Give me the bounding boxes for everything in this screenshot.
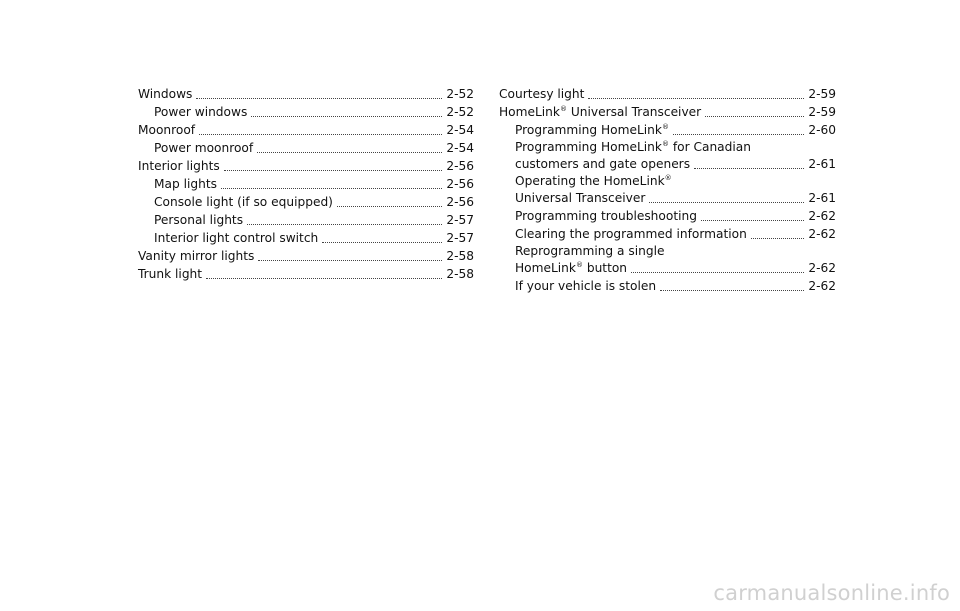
toc-entry-programming-troubleshooting[interactable]: Programming troubleshooting 2-62 [515, 209, 836, 223]
toc-entry-vehicle-stolen[interactable]: If your vehicle is stolen 2-62 [515, 279, 836, 293]
toc-right-column [499, 85, 836, 295]
toc-entry-programming-homelink[interactable]: Programming HomeLink® 2-60 [515, 123, 836, 137]
toc-entry-reprogramming-homelink-button[interactable]: Reprogramming a single HomeLink® button 2-62 [515, 244, 836, 275]
toc-entry-console-light[interactable]: Console light (if so equipped) 2-56 [154, 195, 474, 209]
toc-entry-courtesy-light[interactable]: Courtesy light 2-59 [499, 87, 836, 101]
toc-entry-operating-homelink[interactable]: Operating the HomeLink® Universal Transceiver 2-61 [515, 174, 836, 205]
toc-entry-interior-lights[interactable]: Interior lights 2-56 [138, 159, 474, 173]
toc-entry-homelink-universal-transceiver[interactable]: HomeLink® Universal Transceiver 2-59 [499, 105, 836, 119]
toc-entry-programming-homelink-canadian[interactable]: Programming HomeLink® for Canadian customers and gate openers 2-61 [515, 140, 836, 171]
toc-entry-windows[interactable]: Windows 2-52 [138, 87, 474, 101]
toc-entry-map-lights[interactable]: Map lights 2-56 [154, 177, 474, 191]
toc-entry-personal-lights[interactable]: Personal lights 2-57 [154, 213, 474, 227]
toc-entry-clearing-programmed-information[interactable]: Clearing the programmed information 2-62 [515, 227, 836, 241]
toc-entry-vanity-mirror-lights[interactable]: Vanity mirror lights 2-58 [138, 249, 474, 263]
toc-entry-power-windows[interactable]: Power windows 2-52 [154, 105, 474, 119]
toc-entry-power-moonroof[interactable]: Power moonroof 2-54 [154, 141, 474, 155]
watermark: carmanualsonline.info [713, 581, 950, 605]
toc-entry-trunk-light[interactable]: Trunk light 2-58 [138, 267, 474, 281]
toc-entry-interior-light-control-switch[interactable]: Interior light control switch 2-57 [154, 231, 474, 245]
toc-entry-moonroof[interactable]: Moonroof 2-54 [138, 123, 474, 137]
toc-left-column [138, 85, 474, 283]
